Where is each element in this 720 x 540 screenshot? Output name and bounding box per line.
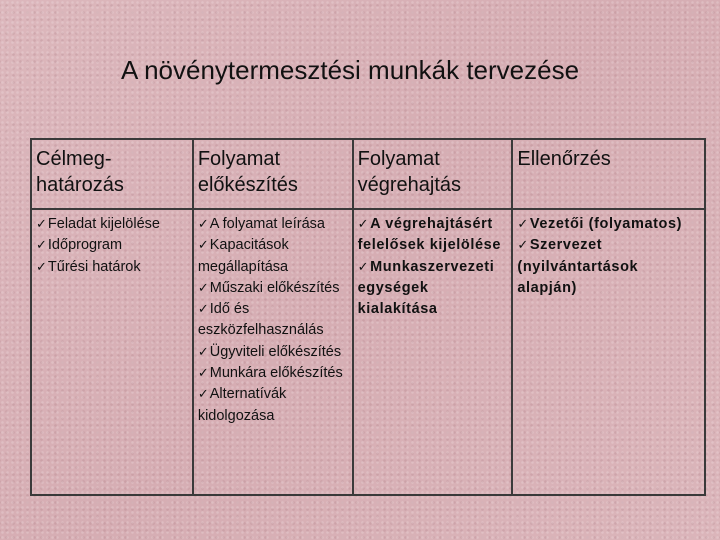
header-row (31, 139, 705, 209)
header-line: előkészítés (197, 174, 298, 196)
item-list (358, 214, 508, 320)
header-cell-folyamat-elokeszites (193, 139, 353, 209)
content-cell-ellenorzes (512, 209, 705, 495)
list-item (198, 278, 348, 299)
list-item (358, 257, 508, 321)
item-text: Műszaki előkészítés (209, 279, 340, 296)
list-item (198, 384, 348, 427)
content-cell-folyamat-elokeszites (193, 209, 353, 495)
item-text: Alternatívák kidolgozása (197, 386, 287, 424)
header-cell-ellenorzes (512, 139, 705, 209)
item-text: Munkára előkészítés (209, 365, 343, 382)
item-text: Időprogram (47, 237, 123, 254)
header-line: Ellenőrzés (517, 148, 611, 170)
list-item (198, 235, 348, 278)
check-icon: ✓ (197, 280, 209, 296)
check-icon: ✓ (197, 366, 209, 382)
item-list (36, 214, 188, 278)
item-text: Ügyviteli előkészítés (209, 343, 342, 360)
item-list (517, 214, 700, 299)
item-text: Vezetői (folyamatos) (529, 216, 683, 232)
check-icon: ✓ (197, 238, 209, 254)
list-item (198, 214, 348, 235)
header-line: Célmeg- (36, 148, 112, 170)
check-icon: ✓ (197, 217, 209, 232)
check-icon: ✓ (517, 238, 529, 254)
header-cell-folyamat-vegrehajtas (353, 139, 513, 209)
list-item (36, 257, 188, 278)
list-item (198, 363, 348, 384)
content-cell-folyamat-vegrehajtas (353, 209, 513, 495)
list-item (517, 235, 700, 299)
item-text: A végrehajtásért felelősek kijelölése (357, 216, 501, 254)
list-item (358, 214, 508, 257)
planning-table (30, 138, 706, 496)
header-cell-celmeghatarozas (31, 139, 193, 209)
list-item (36, 235, 188, 256)
item-text: Kapacitások megállapítása (197, 237, 289, 275)
list-item (198, 299, 348, 342)
header-line: Folyamat (197, 148, 281, 170)
item-text: Szervezet (nyilvántartások alapján) (517, 237, 639, 296)
slide-title: A növénytermesztési munkák tervezése (120, 55, 580, 85)
item-text: A folyamat leírása (209, 216, 325, 232)
check-icon: ✓ (36, 217, 47, 232)
header-line: végrehajtás (357, 174, 462, 196)
check-icon: ✓ (197, 387, 209, 403)
check-icon: ✓ (197, 302, 209, 318)
check-icon: ✓ (357, 259, 370, 275)
item-list (198, 214, 348, 427)
check-icon: ✓ (36, 238, 47, 254)
header-line: határozás (36, 174, 124, 196)
check-icon: ✓ (36, 259, 47, 275)
check-icon: ✓ (357, 217, 370, 232)
item-text: Tűrési határok (47, 258, 141, 275)
content-cell-celmeghatarozas (31, 209, 193, 495)
list-item (198, 342, 348, 363)
item-text: Idő és eszközfelhasználás (197, 301, 324, 339)
item-text: Munkaszervezeti egységek kialakítása (357, 258, 495, 318)
check-icon: ✓ (197, 344, 209, 360)
item-text: Feladat kijelölése (47, 216, 160, 232)
list-item (36, 214, 188, 235)
check-icon: ✓ (517, 217, 529, 232)
content-row (31, 209, 705, 495)
list-item (517, 214, 700, 235)
header-line: Folyamat (357, 148, 440, 170)
